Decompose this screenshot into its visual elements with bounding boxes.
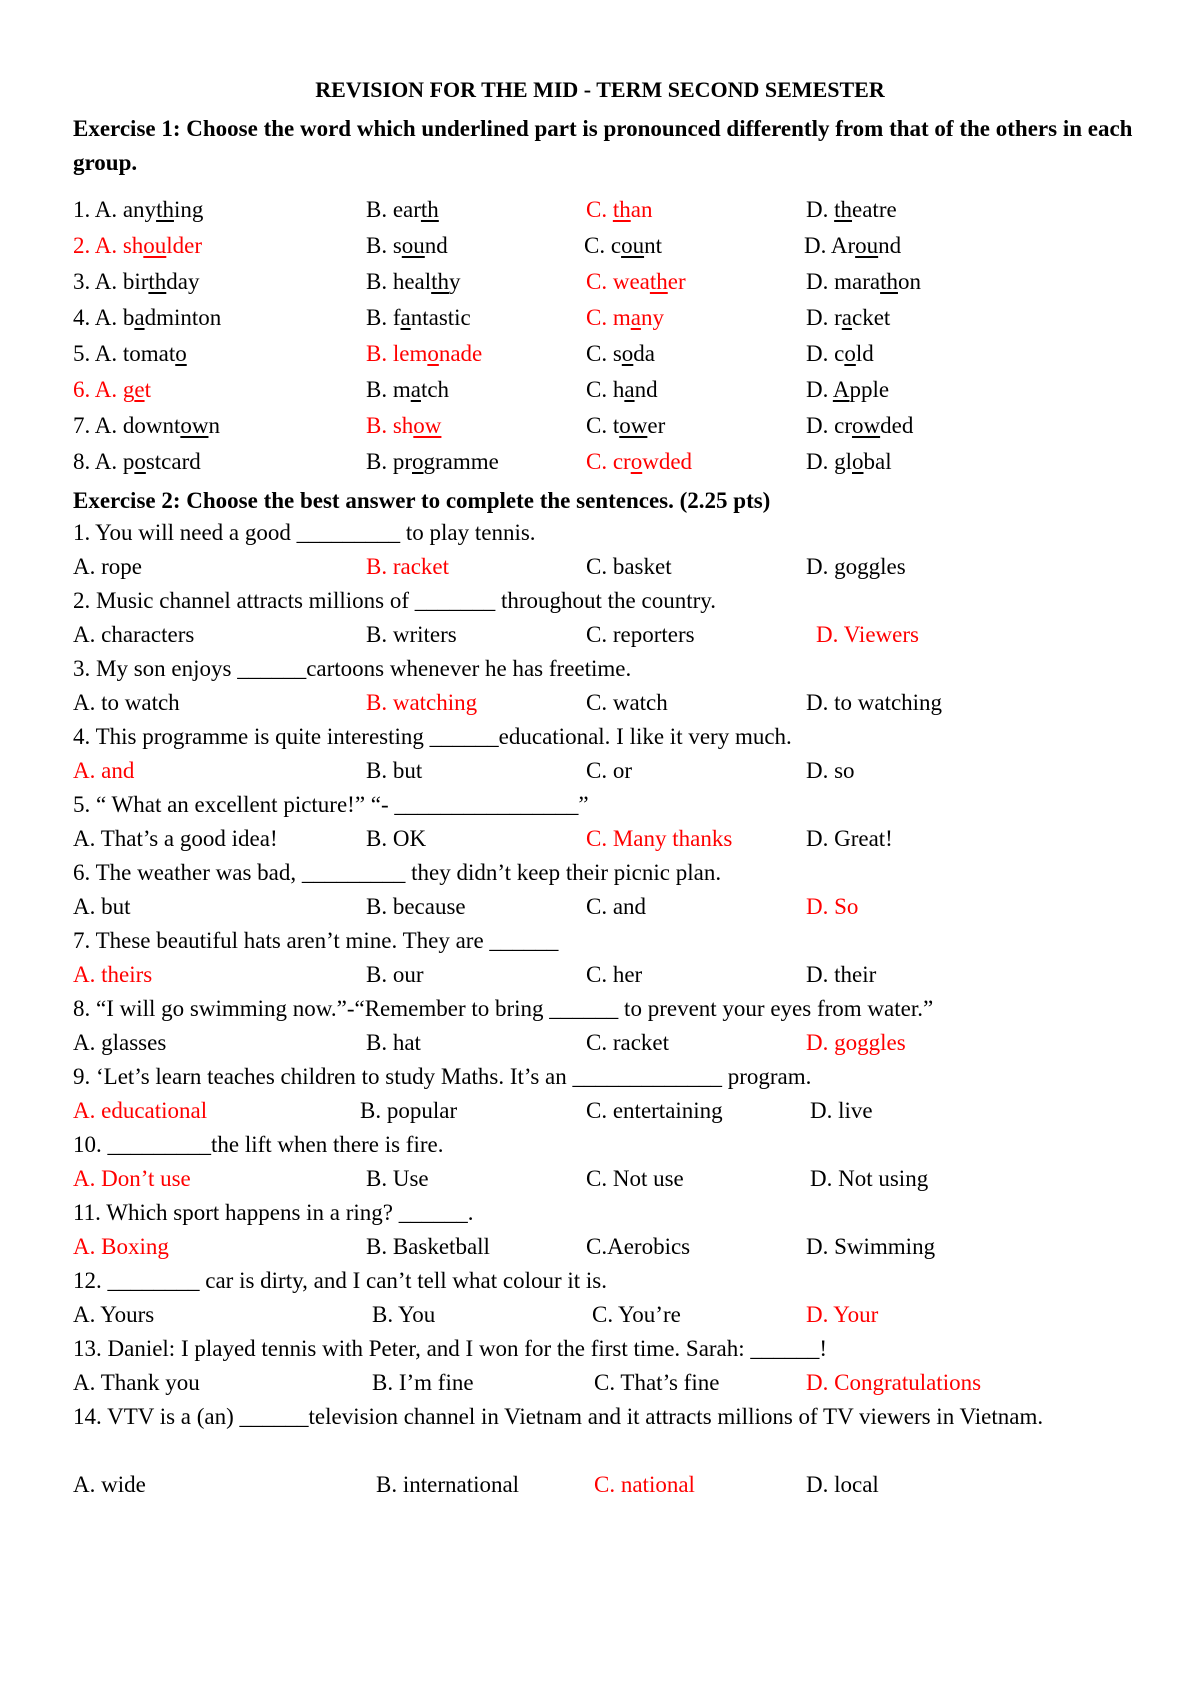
- underlined-part: th: [148, 269, 167, 294]
- question-text: 11. Which sport happens in a ring? ______.: [73, 1200, 474, 1225]
- exercise-1-item: [73, 445, 1153, 479]
- underlined-part: a: [630, 305, 641, 330]
- underlined-part: o: [427, 341, 439, 366]
- option-a: 6. A. get: [73, 377, 151, 402]
- answer-options: [73, 618, 1153, 652]
- option-d: D. marathon: [806, 269, 921, 294]
- option-c: C. weather: [586, 269, 686, 294]
- option-c: C. That’s fine: [594, 1370, 720, 1395]
- question-text: 14. VTV is a (an) ______television channel in Vietnam and it attracts millions of TV viewers in Vietnam.: [73, 1404, 1044, 1429]
- option-b: B. healthy: [366, 269, 461, 294]
- option-b: B. programme: [366, 449, 499, 474]
- answer-options: [73, 1026, 1153, 1060]
- option-d: D. Swimming: [806, 1234, 936, 1259]
- option-a: A. theirs: [73, 962, 153, 987]
- underlined-part: th: [834, 197, 853, 222]
- option-b: B. but: [366, 758, 423, 783]
- underlined-part: A: [832, 377, 850, 402]
- option-b: B. lemonade: [366, 341, 483, 366]
- option-b: B. international: [376, 1472, 520, 1497]
- option-b: B. our: [366, 962, 424, 987]
- option-d: D. goggles: [806, 554, 906, 579]
- option-c: C. crowded: [586, 449, 693, 474]
- answer-options: [73, 822, 1153, 856]
- option-d: D. crowded: [806, 413, 914, 438]
- page-title: REVISION FOR THE MID - TERM SECOND SEMESTER: [315, 77, 885, 102]
- exercise-1-item: [73, 409, 1153, 443]
- underlined-part: o: [412, 449, 424, 474]
- option-d: D. cold: [806, 341, 874, 366]
- option-d: D. their: [806, 962, 877, 987]
- option-c: C. national: [594, 1472, 695, 1497]
- option-c: C. Many thanks: [586, 826, 733, 851]
- option-b: B. show: [366, 413, 442, 438]
- option-a: A. That’s a good idea!: [73, 826, 278, 851]
- option-c: C. You’re: [592, 1302, 681, 1327]
- option-c: C. than: [586, 197, 653, 222]
- option-a: 7. A. downtown: [73, 413, 220, 438]
- answer-options: [73, 550, 1153, 584]
- underlined-part: th: [612, 197, 631, 222]
- underlined-part: a: [400, 305, 411, 330]
- exercise-1-item: [73, 265, 1153, 299]
- question-text: 6. The weather was bad, _________ they didn’t keep their picnic plan.: [73, 860, 722, 885]
- underlined-part: th: [156, 197, 174, 222]
- question-text: 13. Daniel: I played tennis with Peter, and I won for the first time. Sarah: ______!: [73, 1336, 828, 1361]
- answer-options: [73, 686, 1153, 720]
- exercise-1-heading: Exercise 1: Choose the word which underlined part is pronounced differently from that of the others in each group.: [73, 116, 1133, 175]
- underlined-part: o: [621, 341, 634, 366]
- question-text: 7. These beautiful hats aren’t mine. They are ______: [73, 928, 559, 953]
- option-c: C. racket: [586, 1030, 670, 1055]
- option-a: A. to watch: [73, 690, 180, 715]
- option-d: D. theatre: [806, 197, 897, 222]
- exercise-1-item: [73, 193, 1153, 227]
- option-c: C. tower: [586, 413, 666, 438]
- underlined-part: ou: [401, 233, 425, 258]
- option-b: B. because: [366, 894, 466, 919]
- option-c: C. watch: [586, 690, 668, 715]
- option-b: B. OK: [366, 826, 427, 851]
- underlined-part: a: [624, 377, 635, 402]
- option-a: 4. A. badminton: [73, 305, 222, 330]
- option-a: A. characters: [73, 622, 195, 647]
- question-text: 10. _________the lift when there is fire.: [73, 1132, 444, 1157]
- question-text: 12. ________ car is dirty, and I can’t tell what colour it is.: [73, 1268, 607, 1293]
- option-c: C. Not use: [586, 1166, 684, 1191]
- underlined-part: o: [844, 341, 856, 366]
- option-d: D. Not using: [810, 1166, 929, 1191]
- option-c: C. reporters: [586, 622, 695, 647]
- option-d: D. Congratulations: [806, 1370, 982, 1395]
- question-text: 9. ‘Let’s learn teaches children to study Maths. It’s an _____________ program.: [73, 1064, 812, 1089]
- question-text: 1. You will need a good _________ to play tennis.: [73, 520, 536, 545]
- option-a: A. Don’t use: [73, 1166, 191, 1191]
- option-c: C. entertaining: [586, 1098, 723, 1123]
- option-d: D. Great!: [806, 826, 893, 851]
- answer-options: [73, 1366, 1153, 1400]
- question-text: 5. “ What an excellent picture!” “- ________________”: [73, 792, 589, 817]
- option-b: B. match: [366, 377, 450, 402]
- option-a: A. wide: [73, 1472, 146, 1497]
- option-d: D. Your: [806, 1302, 879, 1327]
- underlined-part: ou: [143, 233, 167, 258]
- option-a: 3. A. birthday: [73, 269, 200, 294]
- underlined-part: ow: [619, 413, 648, 438]
- option-b: B. earth: [366, 197, 439, 222]
- option-a: A. rope: [73, 554, 142, 579]
- option-a: 8. A. postcard: [73, 449, 201, 474]
- option-b: B. Basketball: [366, 1234, 490, 1259]
- underlined-part: a: [410, 377, 421, 402]
- question-text: 4. This programme is quite interesting ______educational. I like it very much.: [73, 724, 792, 749]
- question-text: 3. My son enjoys ______cartoons whenever he has freetime.: [73, 656, 632, 681]
- option-b: B. watching: [366, 690, 478, 715]
- option-a: A. but: [73, 894, 131, 919]
- option-a: A. glasses: [73, 1030, 167, 1055]
- option-c: C. count: [584, 233, 662, 258]
- option-b: B. writers: [366, 622, 457, 647]
- option-c: C. hand: [586, 377, 658, 402]
- option-b: B. You: [372, 1302, 436, 1327]
- underlined-part: a: [841, 305, 852, 330]
- option-d: D. racket: [806, 305, 891, 330]
- option-c: C. basket: [586, 554, 672, 579]
- option-a: A. educational: [73, 1098, 208, 1123]
- question-text: 2. Music channel attracts millions of _______ throughout the country.: [73, 588, 717, 613]
- option-b: B. fantastic: [366, 305, 471, 330]
- underlined-part: o: [134, 449, 146, 474]
- option-c: C. and: [586, 894, 647, 919]
- answer-options: [73, 754, 1153, 788]
- option-b: B. racket: [366, 554, 450, 579]
- exercise-2-heading: Exercise 2: Choose the best answer to complete the sentences. (2.25 pts): [73, 488, 771, 513]
- option-c: C. soda: [586, 341, 656, 366]
- option-a: 5. A. tomato: [73, 341, 187, 366]
- option-d: D. so: [806, 758, 855, 783]
- underlined-part: th: [880, 269, 898, 294]
- underlined-part: th: [431, 269, 450, 294]
- option-d: D. to watching: [806, 690, 943, 715]
- option-d: D. local: [806, 1472, 879, 1497]
- exercise-1-item: [73, 373, 1153, 407]
- underlined-part: o: [852, 449, 864, 474]
- option-b: B. hat: [366, 1030, 421, 1055]
- underlined-part: ou: [855, 233, 879, 258]
- answer-options: [73, 1298, 1153, 1332]
- option-b: B. popular: [360, 1098, 458, 1123]
- option-a: A. Boxing: [73, 1234, 169, 1259]
- option-d: D. global: [806, 449, 892, 474]
- underlined-part: ow: [413, 413, 442, 438]
- question-text: 8. “I will go swimming now.”-“Remember to bring ______ to prevent your eyes from water.”: [73, 996, 934, 1021]
- option-a: A. Thank you: [73, 1370, 200, 1395]
- answer-options: [73, 958, 1153, 992]
- underlined-part: th: [649, 269, 668, 294]
- option-a: 2. A. shoulder: [73, 233, 203, 258]
- option-c: C. or: [586, 758, 632, 783]
- exercise-1-item: [73, 229, 1153, 263]
- option-c: C. many: [586, 305, 664, 330]
- underlined-part: o: [175, 341, 187, 366]
- option-b: B. I’m fine: [372, 1370, 474, 1395]
- option-b: B. sound: [366, 233, 448, 258]
- exercise-1-item: [73, 337, 1153, 371]
- answer-options: [73, 1094, 1153, 1128]
- option-a: 1. A. anything: [73, 197, 204, 222]
- option-d: D. Apple: [806, 377, 890, 402]
- underlined-part: ou: [621, 233, 645, 258]
- underlined-part: ow: [180, 413, 209, 438]
- underlined-part: a: [134, 305, 145, 330]
- option-c: C.Aerobics: [586, 1234, 691, 1259]
- answer-options: [73, 1162, 1153, 1196]
- underlined-part: o: [630, 449, 643, 474]
- answer-options: [73, 1230, 1153, 1264]
- underlined-part: ow: [851, 413, 881, 438]
- option-d: D. Around: [804, 233, 902, 258]
- answer-options: [73, 1468, 1153, 1502]
- option-a: A. and: [73, 758, 135, 783]
- option-d: D. live: [810, 1098, 873, 1123]
- exercise-1-item: [73, 301, 1153, 335]
- option-d: D. Viewers: [816, 622, 919, 647]
- option-c: C. her: [586, 962, 643, 987]
- underlined-part: th: [420, 197, 439, 222]
- answer-options: [73, 890, 1153, 924]
- option-b: B. Use: [366, 1166, 429, 1191]
- option-d: D. goggles: [806, 1030, 906, 1055]
- underlined-part: e: [134, 377, 145, 402]
- option-d: D. So: [806, 894, 859, 919]
- option-a: A. Yours: [73, 1302, 155, 1327]
